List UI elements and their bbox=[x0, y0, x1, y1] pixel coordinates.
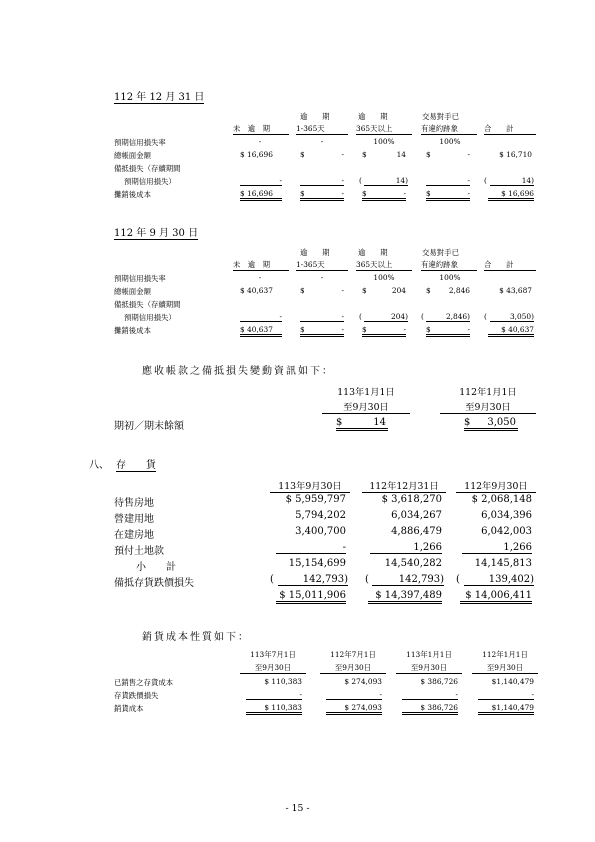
inventory-cell: $ 2,068,148 bbox=[471, 494, 532, 505]
t2-rate-cell: - bbox=[258, 273, 262, 282]
cogs-col-top: 113年1月1日 bbox=[406, 650, 452, 659]
t1-row-allowance-b: 預期信用損失） bbox=[124, 177, 176, 186]
t2-allow-cell: 204) bbox=[364, 312, 408, 322]
t1-net-pair bbox=[426, 189, 470, 201]
t1-rate-cell: - bbox=[320, 137, 324, 146]
inventory-cell: 139,402) bbox=[464, 574, 534, 586]
t2-gross-cell: $ 40,637 bbox=[240, 286, 273, 295]
t1-rate-cell: - bbox=[258, 137, 262, 146]
t2-net-cell: $ bbox=[426, 325, 431, 334]
inventory-heading-no: 八、 bbox=[89, 460, 109, 471]
t2-gross-cell: - bbox=[341, 286, 344, 295]
t1-allow-cell: 14) bbox=[490, 176, 534, 186]
inventory-row-label: 備抵存貨跌價損失 bbox=[114, 578, 194, 589]
t1-header-default-top: 交易對手已 bbox=[422, 112, 459, 121]
inventory-cell: 14,540,282 bbox=[384, 558, 442, 569]
movement-col1-top: 113年1月1日 bbox=[337, 387, 395, 398]
t1-header-overdue-b-top: 逾 期 bbox=[358, 112, 388, 121]
t2-gross-cell: 204 bbox=[391, 286, 406, 295]
t2-allow-cell: ( bbox=[359, 312, 362, 321]
page-number: - 15 - bbox=[285, 803, 310, 814]
movement-val1-amount: 14 bbox=[373, 417, 386, 428]
t2-net-cell: $ 40,637 bbox=[240, 325, 282, 337]
t1-header-default-signs: 有違約跡象 bbox=[421, 123, 477, 135]
cogs-intro: 銷貨成本性質如下： bbox=[142, 632, 250, 643]
t1-row-ecl-rate: 預期信用損失率 bbox=[114, 138, 166, 147]
movement-col2-bottom: 至9月30日 bbox=[440, 399, 536, 414]
t2-header-not-overdue: 未 逾 期 bbox=[233, 259, 289, 271]
cogs-cell: $ 110,383 bbox=[246, 703, 302, 715]
cogs-cell: $1,140,479 bbox=[478, 703, 534, 715]
inventory-cell: 6,034,267 bbox=[391, 510, 442, 521]
cogs-row-label: 銷貨成本 bbox=[114, 704, 144, 713]
t2-net-cell: $ bbox=[300, 325, 305, 334]
inventory-cell: $ 3,618,270 bbox=[381, 494, 442, 505]
t2-net-pair bbox=[426, 325, 470, 337]
t2-row-gross: 總帳面金額 bbox=[114, 287, 151, 296]
inventory-cell: 14,145,813 bbox=[474, 558, 532, 569]
t1-header-overdue-a-top: 逾 期 bbox=[300, 112, 330, 121]
cogs-col-top: 112年1月1日 bbox=[482, 650, 528, 659]
cogs-col-bottom: 至9月30日 bbox=[472, 662, 538, 674]
t1-gross-cell: - bbox=[467, 150, 470, 159]
table2-title: 112 年 9 月 30 日 bbox=[114, 224, 198, 240]
movement-row-label: 期初／期末餘額 bbox=[114, 421, 184, 432]
cogs-col-bottom: 至9月30日 bbox=[396, 662, 462, 674]
cogs-col-bottom: 至9月30日 bbox=[240, 662, 306, 674]
t2-row-allowance-b: 預期信用損失） bbox=[124, 313, 176, 322]
t1-net-cell: - bbox=[403, 189, 406, 198]
t1-gross-cell: $ 16,710 bbox=[499, 150, 532, 159]
cogs-cell: $ 274,093 bbox=[326, 703, 382, 715]
t2-net-cell: $ 40,637 bbox=[488, 325, 534, 337]
cogs-cell: $1,140,479 bbox=[491, 677, 534, 686]
inventory-col: 112年12月31日 bbox=[362, 478, 446, 493]
movement-val1 bbox=[336, 417, 388, 431]
t2-net-cell: $ bbox=[362, 325, 367, 334]
t1-net-cell: $ bbox=[362, 189, 367, 198]
inventory-paren: ( bbox=[456, 574, 460, 585]
t2-rate-cell: 100% bbox=[373, 273, 395, 282]
cogs-cell: - bbox=[246, 690, 302, 700]
t2-header-total: 合 計 bbox=[484, 259, 536, 271]
cogs-cell: $ 386,726 bbox=[402, 703, 458, 715]
cogs-cell: $ 110,383 bbox=[264, 677, 302, 686]
t1-net-cell: $ 16,696 bbox=[240, 189, 282, 201]
t2-header-default-signs: 有違約跡象 bbox=[421, 259, 477, 271]
t2-row-ecl-rate: 預期信用損失率 bbox=[114, 274, 166, 283]
t1-header-overdue-365plus: 365天以上 bbox=[356, 123, 412, 135]
t1-gross-cell: $ bbox=[426, 150, 431, 159]
cogs-cell: $ 386,726 bbox=[420, 677, 458, 686]
inventory-cell: 142,793) bbox=[278, 574, 348, 586]
cogs-cell: - bbox=[478, 690, 534, 700]
t2-net-pair bbox=[300, 325, 344, 337]
movement-col1-bottom: 至9月30日 bbox=[322, 399, 410, 414]
t2-header-overdue-a-top: 逾 期 bbox=[300, 248, 330, 257]
inventory-paren: ( bbox=[270, 574, 274, 585]
inventory-col: 112年9月30日 bbox=[456, 478, 536, 493]
inventory-cell: 4,886,479 bbox=[391, 526, 442, 537]
t2-gross-cell: $ bbox=[362, 286, 367, 295]
inventory-col: 113年9月30日 bbox=[270, 478, 350, 493]
inventory-cell: 3,400,700 bbox=[295, 526, 346, 537]
movement-val2 bbox=[464, 417, 518, 431]
inventory-row-label: 營建用地 bbox=[114, 514, 154, 525]
t2-allow-cell: ( bbox=[421, 312, 424, 321]
t1-gross-cell: $ bbox=[300, 150, 305, 159]
t1-row-amortized: 攤銷後成本 bbox=[114, 190, 151, 199]
inventory-cell: - bbox=[276, 542, 346, 554]
inventory-heading: 存 貨 bbox=[116, 456, 156, 472]
inventory-cell: 6,042,003 bbox=[481, 526, 532, 537]
t2-rate-cell: 100% bbox=[439, 273, 461, 282]
t2-row-amortized: 攤銷後成本 bbox=[114, 326, 151, 335]
t2-header-default-top: 交易對手已 bbox=[422, 248, 459, 257]
movement-val1-dollar: $ bbox=[336, 417, 343, 428]
t1-gross-cell: - bbox=[341, 150, 344, 159]
cogs-cell: - bbox=[326, 690, 382, 700]
t1-net-cell: $ bbox=[426, 189, 431, 198]
t2-header-overdue-b-top: 逾 期 bbox=[358, 248, 388, 257]
t1-net-cell: $ bbox=[300, 189, 305, 198]
t1-net-pair bbox=[362, 189, 406, 201]
movement-col2-top: 112年1月1日 bbox=[459, 387, 517, 398]
t1-header-total: 合 計 bbox=[484, 123, 536, 135]
t1-net-cell: - bbox=[467, 189, 470, 198]
t1-allow-cell: - bbox=[300, 176, 344, 186]
inventory-total: $ 14,397,489 bbox=[368, 590, 442, 604]
t2-gross-cell: $ bbox=[300, 286, 305, 295]
cogs-cell: - bbox=[402, 690, 458, 700]
t2-row-allowance-a: 備抵損失（存續期間 bbox=[114, 300, 181, 309]
inventory-cell: 142,793) bbox=[372, 574, 444, 586]
t1-net-cell: $ 16,696 bbox=[488, 189, 534, 201]
t2-allow-cell: - bbox=[300, 312, 344, 322]
table1-title: 112 年 12 月 31 日 bbox=[114, 88, 204, 104]
inventory-total: $ 14,006,411 bbox=[460, 590, 532, 604]
t2-rate-cell: - bbox=[320, 273, 324, 282]
inventory-row-label: 小 計 bbox=[136, 562, 176, 573]
t1-allow-cell: 14) bbox=[364, 176, 408, 186]
cogs-cell: $ 274,093 bbox=[344, 677, 382, 686]
movement-intro: 應收帳款之備抵損失變動資訊如下： bbox=[142, 366, 334, 377]
t2-allow-cell: 2,846) bbox=[426, 312, 470, 322]
t1-gross-cell: $ bbox=[362, 150, 367, 159]
t1-allow-cell: ( bbox=[359, 176, 362, 185]
inventory-cell: 1,266 bbox=[370, 542, 442, 554]
cogs-row-label: 已銷售之存貨成本 bbox=[114, 678, 174, 687]
t1-allow-cell: - bbox=[426, 176, 470, 186]
t2-header-overdue-365plus: 365天以上 bbox=[356, 259, 412, 271]
t1-allow-cell: - bbox=[240, 176, 282, 186]
t1-gross-cell: $ 16,696 bbox=[240, 150, 273, 159]
t1-net-pair bbox=[300, 189, 344, 201]
movement-val2-dollar: $ bbox=[464, 417, 471, 428]
t1-net-cell: - bbox=[341, 189, 344, 198]
t1-gross-cell: 14 bbox=[396, 150, 406, 159]
t2-net-cell: - bbox=[341, 325, 344, 334]
t2-gross-cell: $ bbox=[426, 286, 431, 295]
movement-val2-amount: 3,050 bbox=[487, 417, 516, 428]
inventory-cell: 6,034,396 bbox=[481, 510, 532, 521]
t1-allow-cell: ( bbox=[484, 176, 487, 185]
t1-row-allowance-a: 備抵損失（存續期間 bbox=[114, 164, 181, 173]
inventory-cell: $ 5,959,797 bbox=[285, 494, 346, 505]
t2-gross-cell: 2,846 bbox=[448, 286, 470, 295]
inventory-row-label: 待售房地 bbox=[114, 498, 154, 509]
t2-net-pair bbox=[362, 325, 406, 337]
cogs-col-top: 112年7月1日 bbox=[330, 650, 376, 659]
inventory-cell: 1,266 bbox=[462, 542, 532, 554]
inventory-paren: ( bbox=[365, 574, 369, 585]
t1-rate-cell: 100% bbox=[373, 137, 395, 146]
t1-header-not-overdue: 未 逾 期 bbox=[233, 123, 289, 135]
t2-net-cell: - bbox=[467, 325, 470, 334]
t2-net-cell: - bbox=[403, 325, 406, 334]
t2-header-overdue-1-365: 1-365天 bbox=[296, 259, 348, 271]
cogs-col-bottom: 至9月30日 bbox=[320, 662, 386, 674]
t2-allow-cell: ( bbox=[484, 312, 487, 321]
t2-allow-cell: 3,050) bbox=[490, 312, 534, 322]
t1-row-gross: 總帳面金額 bbox=[114, 151, 151, 160]
inventory-row-label: 預付土地款 bbox=[114, 546, 164, 557]
cogs-col-top: 113年7月1日 bbox=[250, 650, 296, 659]
inventory-cell: 15,154,699 bbox=[288, 558, 346, 569]
inventory-total: $ 15,011,906 bbox=[276, 590, 346, 604]
inventory-cell: 5,794,202 bbox=[295, 510, 346, 521]
t1-header-overdue-1-365: 1-365天 bbox=[296, 123, 348, 135]
t2-allow-cell: - bbox=[240, 312, 282, 322]
t1-rate-cell: 100% bbox=[439, 137, 461, 146]
t2-gross-cell: $ 43,687 bbox=[499, 286, 532, 295]
cogs-row-label: 存貨跌價損失 bbox=[114, 691, 159, 700]
inventory-row-label: 在建房地 bbox=[114, 530, 154, 541]
